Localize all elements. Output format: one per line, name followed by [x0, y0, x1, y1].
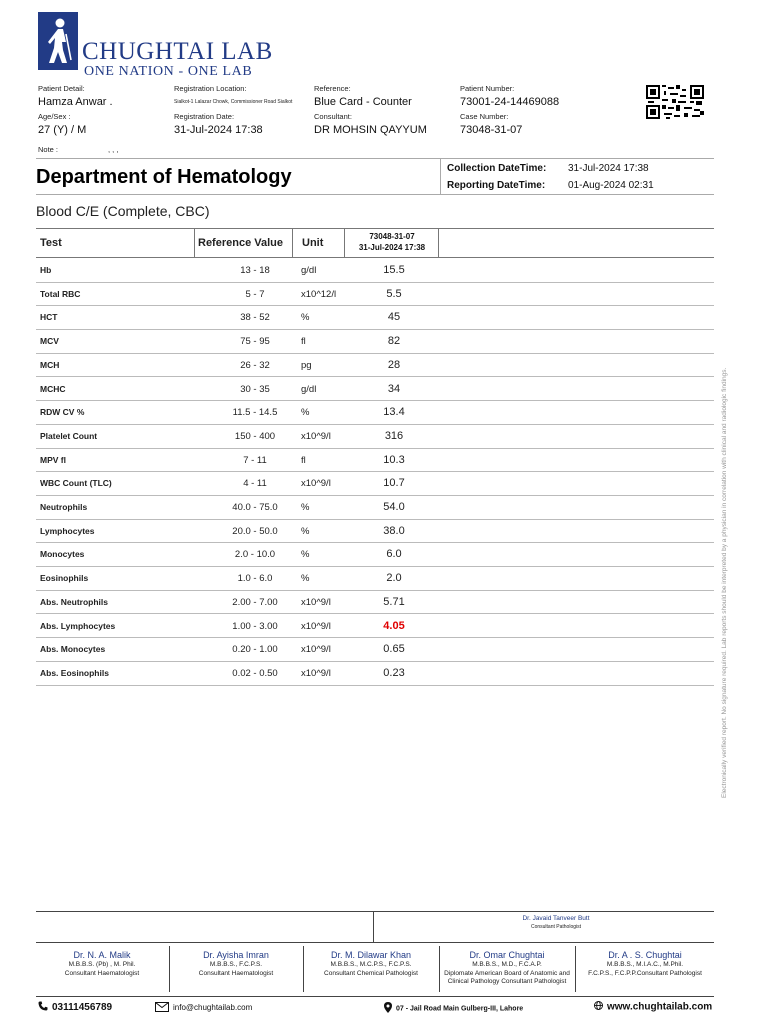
- signatory-name: Dr. A . S. Chughtai: [608, 950, 682, 960]
- signatory-quals: M.B.B.S., M.C.P.S., F.C.P.S.: [330, 961, 412, 968]
- brand-tagline: ONE NATION - ONE LAB: [84, 64, 253, 79]
- signatory-name: Dr. M. Dilawar Khan: [330, 950, 412, 960]
- reference-label: Reference:: [314, 84, 351, 93]
- unit: %: [301, 549, 310, 561]
- test-name: Platelet Count: [40, 430, 98, 441]
- signatory-name: Dr. Omar Chughtai: [469, 950, 545, 960]
- signatory-title: Consultant Haematologist: [198, 969, 274, 977]
- test-name: Abs. Eosinophils: [40, 667, 109, 678]
- reference-range: 1.00 - 3.00: [232, 620, 278, 632]
- test-name: Monocytes: [40, 549, 85, 560]
- qr-code-icon: [646, 82, 704, 122]
- reference-range: 0.02 - 0.50: [232, 667, 278, 679]
- result-value: 45: [387, 311, 401, 324]
- patient-number-label: Patient Number:: [460, 84, 515, 93]
- unit: %: [301, 573, 310, 585]
- table-row: [36, 496, 714, 520]
- result-value: 13.4: [383, 406, 405, 419]
- signatory-name: Dr. Ayisha Imran: [203, 950, 269, 960]
- note-value: , , ,: [108, 145, 119, 154]
- result-value: 34: [387, 382, 401, 395]
- test-name: HCT: [40, 312, 58, 323]
- test-name: MCV: [40, 336, 59, 347]
- table-row: [36, 520, 714, 544]
- signatory-title: Consultant Pathologist: [530, 924, 582, 930]
- test-name: Neutrophils: [40, 502, 88, 512]
- test-name: Abs. Neutrophils: [40, 596, 109, 607]
- signatory-1: [36, 949, 168, 978]
- result-value: 38.0: [383, 524, 405, 537]
- unit: fl: [301, 454, 306, 466]
- age-sex: 27 (Y) / M: [38, 124, 87, 136]
- signatory-title: F.C.P.S., F.C.P.P.Consultant Pathologist: [588, 969, 702, 977]
- table-header-border: [36, 257, 714, 258]
- signatory-top: [470, 914, 642, 932]
- mail-icon: [155, 1002, 169, 1014]
- table-row: [36, 567, 714, 591]
- reference-range: 11.5 - 14.5: [232, 407, 278, 419]
- test-name: MPV fl: [40, 454, 66, 465]
- signatory-4: [440, 949, 574, 987]
- result-value-flagged: 4.05: [383, 619, 405, 632]
- registration-location: Sialkot-1 Lalazar Chowk, Commissioner Road Sialkot: [174, 99, 293, 105]
- age-sex-label: Age/Sex :: [38, 112, 71, 121]
- signatory-quals: M.B.B.S. (Pb) , M. Phil.: [68, 961, 136, 968]
- test-name: Abs. Monocytes: [40, 644, 106, 655]
- test-name: RDW CV %: [40, 407, 85, 418]
- reporting-datetime: 01-Aug-2024 02:31: [568, 180, 654, 191]
- table-row: [36, 283, 714, 307]
- unit: %: [301, 312, 310, 324]
- result-value: 54.0: [383, 501, 405, 513]
- registration-date-label: Registration Date:: [174, 112, 235, 121]
- signatory-2: [170, 949, 302, 978]
- table-row: [36, 543, 714, 567]
- test-name: MCH: [40, 359, 60, 370]
- result-value: 0.65: [383, 643, 405, 656]
- test-name: MCHC: [40, 383, 66, 394]
- table-row: [36, 615, 714, 639]
- result-value: 82: [387, 335, 401, 348]
- consultant-name: DR MOHSIN QAYYUM: [314, 124, 427, 136]
- signatory-name: Dr. Javaid Tanveer Butt: [522, 915, 590, 922]
- table-row: [36, 401, 714, 425]
- reference-value: Blue Card - Counter: [314, 96, 412, 108]
- signatory-title: Diplomate American Board of Anatomic and Clinical Pathology Consultant Pathologist: [444, 969, 570, 985]
- reference-range: 30 - 35: [240, 383, 270, 395]
- signatory-quals: M.B.B.S., M.D., F.C.A.P.: [472, 961, 542, 968]
- address-contact: [384, 1002, 523, 1015]
- result-value: 2.0: [386, 572, 402, 585]
- unit: x10^9/l: [301, 596, 331, 608]
- result-value: 10.3: [383, 453, 405, 466]
- phone-number: 03111456789: [52, 1002, 113, 1014]
- col-divider: [194, 229, 195, 257]
- address-text: 07 - Jail Road Main Gulberg-III, Lahore: [396, 1005, 524, 1013]
- table-top-border: [36, 228, 714, 229]
- unit: x10^9/l: [301, 620, 331, 632]
- signatory-name: Dr. N. A. Malik: [73, 950, 131, 960]
- consultant-label: Consultant:: [314, 112, 352, 121]
- email-address: info@chughtailab.com: [173, 1003, 253, 1013]
- reference-range: 5 - 7: [245, 288, 265, 300]
- unit: x10^12/l: [301, 288, 337, 300]
- reference-range: 1.0 - 6.0: [237, 573, 273, 585]
- signatory-5: [576, 949, 714, 978]
- walking-man-logo-icon: [38, 12, 78, 70]
- reference-range: 75 - 95: [240, 336, 270, 348]
- test-name: Hb: [40, 265, 52, 275]
- col-header-reference: Reference Value: [198, 237, 283, 249]
- registration-location-label: Registration Location:: [174, 84, 247, 93]
- test-panel-title: Blood C/E (Complete, CBC): [36, 203, 210, 219]
- col-header-case-date: 31-Jul-2024 17:38: [358, 243, 426, 252]
- unit: %: [301, 502, 310, 513]
- col-divider: [438, 229, 439, 257]
- table-row: [36, 259, 714, 283]
- table-row: [36, 330, 714, 354]
- result-value: 28: [387, 358, 401, 371]
- divider: [440, 158, 441, 194]
- case-number-label: Case Number:: [460, 112, 509, 121]
- department-title: Department of Hematology: [36, 166, 292, 188]
- reference-range: 2.0 - 10.0: [234, 549, 276, 561]
- footer-divider: [36, 911, 714, 912]
- reference-range: 40.0 - 75.0: [232, 502, 278, 513]
- unit: x10^9/l: [301, 644, 331, 656]
- verification-note: Electronically verified report. No signature required. Lab reports should be interpreted by a physician in correlation with clinical and radiologic findings.: [721, 367, 728, 798]
- result-value: 10.7: [383, 477, 405, 490]
- test-name: WBC Count (TLC): [40, 478, 112, 489]
- website-url: www.chughtailab.com: [607, 1001, 713, 1013]
- test-name: Total RBC: [40, 288, 81, 299]
- unit: %: [301, 407, 310, 419]
- globe-icon: [594, 1001, 603, 1013]
- unit: g/dl: [301, 265, 317, 276]
- unit: g/dl: [301, 383, 317, 395]
- result-value: 5.71: [383, 595, 405, 608]
- reference-range: 26 - 32: [240, 359, 270, 371]
- signatory-title: Consultant Chemical Pathologist: [324, 969, 418, 977]
- table-row: [36, 425, 714, 449]
- result-value: 6.0: [386, 548, 402, 561]
- test-name: Eosinophils: [40, 573, 89, 584]
- footer-divider: [373, 911, 374, 942]
- reference-range: 4 - 11: [243, 478, 267, 490]
- phone-icon: [38, 1001, 48, 1014]
- unit: x10^9/l: [301, 430, 331, 442]
- table-row: [36, 378, 714, 402]
- reference-range: 20.0 - 50.0: [232, 525, 278, 537]
- table-row: [36, 306, 714, 330]
- patient-detail-label: Patient Detail:: [38, 84, 85, 93]
- case-number: 73048-31-07: [460, 124, 523, 136]
- reference-range: 150 - 400: [234, 430, 276, 442]
- test-name: Lymphocytes: [40, 525, 95, 536]
- collection-datetime: 31-Jul-2024 17:38: [568, 163, 649, 174]
- col-header-test: Test: [40, 237, 62, 249]
- divider: [36, 158, 714, 159]
- unit: %: [301, 525, 310, 537]
- col-header-unit: Unit: [302, 237, 324, 249]
- result-value: 316: [384, 429, 404, 442]
- unit: pg: [301, 359, 312, 371]
- brand-name: CHUGHTAI LAB: [82, 38, 273, 65]
- result-value: 0.23: [383, 666, 405, 679]
- signatory-quals: M.B.B.S., M.I.A.C., M.Phil.: [606, 961, 684, 968]
- note-label: Note :: [38, 145, 59, 154]
- table-row: [36, 591, 714, 615]
- signatory-quals: M.B.B.S., F.C.P.S.: [209, 961, 263, 968]
- table-row: [36, 638, 714, 662]
- phone-contact[interactable]: [38, 1001, 112, 1014]
- registration-date: 31-Jul-2024 17:38: [174, 124, 263, 136]
- unit: x10^9/l: [301, 667, 331, 679]
- patient-name: Hamza Anwar .: [38, 96, 113, 108]
- result-value: 15.5: [383, 264, 405, 276]
- reporting-datetime-label: Reporting DateTime:: [447, 180, 546, 191]
- unit: fl: [301, 336, 306, 348]
- footer-divider: [36, 942, 714, 943]
- reference-range: 7 - 11: [243, 454, 267, 466]
- table-row: [36, 449, 714, 473]
- test-name: Abs. Lymphocytes: [40, 620, 116, 631]
- signatory-3: [304, 949, 438, 978]
- reference-range: 38 - 52: [240, 312, 270, 324]
- footer-divider: [36, 996, 714, 997]
- unit: x10^9/l: [301, 478, 331, 490]
- chughtai-lab-logo: [38, 12, 273, 79]
- reference-range: 13 - 18: [240, 265, 270, 276]
- website-contact[interactable]: [594, 1001, 712, 1013]
- table-row: [36, 354, 714, 378]
- table-row: [36, 662, 714, 686]
- patient-number: 73001-24-14469088: [460, 96, 560, 108]
- collection-datetime-label: Collection DateTime:: [447, 163, 547, 174]
- divider: [36, 194, 714, 195]
- signatory-title: Consultant Haematologist: [64, 969, 140, 977]
- col-header-case: 73048-31-07: [369, 232, 415, 241]
- table-row: [36, 472, 714, 496]
- email-contact[interactable]: [155, 1002, 252, 1014]
- location-pin-icon: [384, 1002, 392, 1015]
- col-divider: [292, 229, 293, 257]
- reference-range: 0.20 - 1.00: [232, 644, 278, 656]
- reference-range: 2.00 - 7.00: [232, 596, 278, 608]
- result-value: 5.5: [386, 287, 402, 300]
